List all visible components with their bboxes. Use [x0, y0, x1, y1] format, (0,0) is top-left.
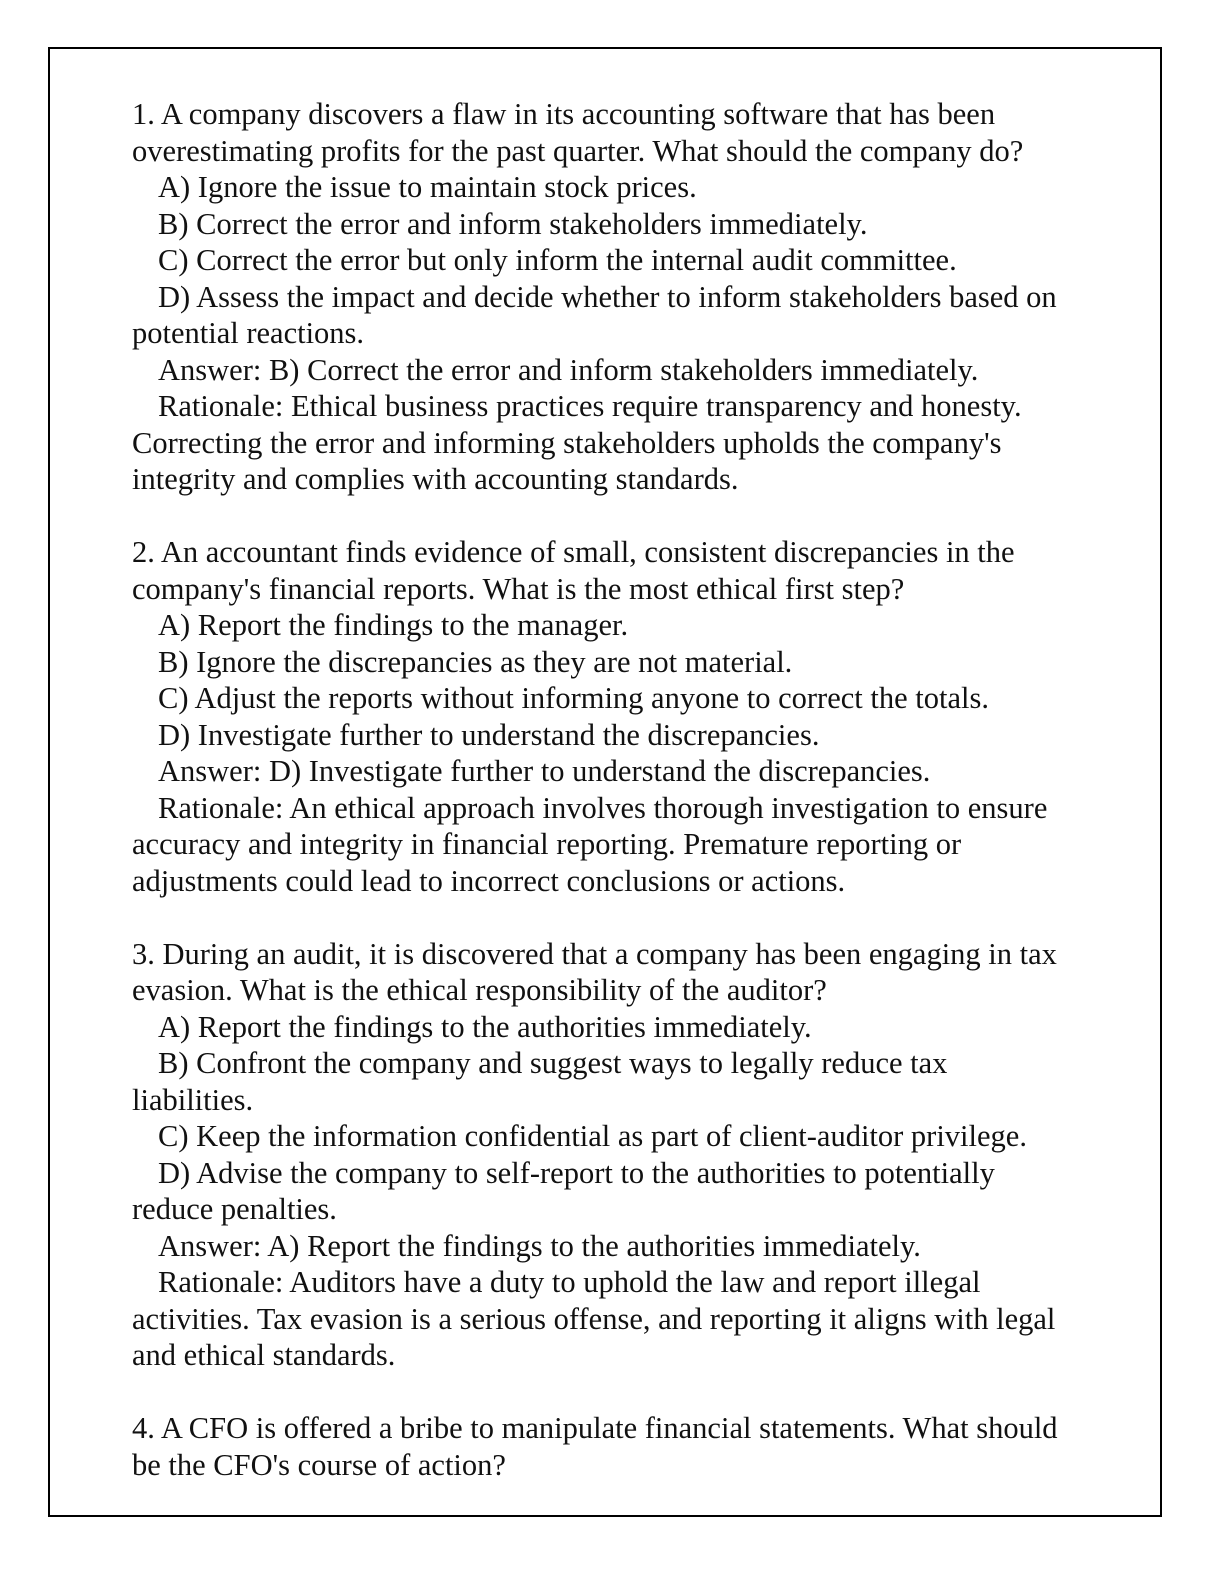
- question-stem: 3. During an audit, it is discovered that a company has been engaging in tax evasion. What is the ethical responsibility of the auditor?: [132, 936, 1057, 1007]
- option-a: A) Report the findings to the manager.: [158, 608, 629, 642]
- option-c: C) Keep the information confidential as part of client-auditor privilege.: [158, 1119, 1027, 1153]
- question-1: [132, 96, 1072, 498]
- question-2: [132, 534, 1072, 899]
- option-c: C) Correct the error but only inform the internal audit committee.: [158, 243, 957, 277]
- rationale: Rationale: An ethical approach involves thorough investigation to ensure accuracy and integrity in financial reporting. Premature reporting or adjustments could lead to incorrect conclusions or actions.: [132, 790, 1048, 898]
- option-c: C) Adjust the reports without informing anyone to correct the totals.: [158, 681, 989, 715]
- question-stem: 2. An accountant finds evidence of small, consistent discrepancies in the company's financial reports. What is the most ethical first step?: [132, 535, 1015, 606]
- question-stem: 1. A company discovers a flaw in its accounting software that has been overestimating profits for the past quarter. What should the company do?: [132, 97, 1024, 168]
- answer: Answer: A) Report the findings to the authorities immediately.: [158, 1228, 921, 1263]
- option-d: D) Advise the company to self-report to the authorities to potentially reduce penalties.: [132, 1155, 995, 1226]
- option-b: B) Correct the error and inform stakeholders immediately.: [158, 206, 868, 241]
- question-3: [132, 936, 1072, 1374]
- rationale: Rationale: Auditors have a duty to uphold the law and report illegal activities. Tax evasion is a serious offense, and reporting it aligns with legal and ethical standards.: [132, 1265, 1056, 1372]
- question-stem: 4. A CFO is offered a bribe to manipulate financial statements. What should be the CFO's course of action?: [132, 1411, 1058, 1482]
- option-d: D) Investigate further to understand the discrepancies.: [158, 717, 820, 752]
- document-body: [132, 96, 1072, 1520]
- answer: Answer: B) Correct the error and inform stakeholders immediately.: [158, 352, 979, 387]
- option-a: A) Report the findings to the authorities immediately.: [158, 1009, 812, 1044]
- answer: Answer: D) Investigate further to understand the discrepancies.: [158, 754, 931, 788]
- option-b: B) Confront the company and suggest ways to legally reduce tax liabilities.: [132, 1046, 948, 1117]
- option-b: B) Ignore the discrepancies as they are not material.: [158, 644, 793, 679]
- option-d: D) Assess the impact and decide whether to inform stakeholders based on potential reactions.: [132, 279, 1057, 350]
- rationale: Rationale: Ethical business practices require transparency and honesty. Correcting the error and informing stakeholders upholds the company's integrity and complies with accounting standards.: [132, 389, 1022, 496]
- option-a: A) Ignore the issue to maintain stock prices.: [158, 170, 697, 204]
- question-4: [132, 1410, 1072, 1483]
